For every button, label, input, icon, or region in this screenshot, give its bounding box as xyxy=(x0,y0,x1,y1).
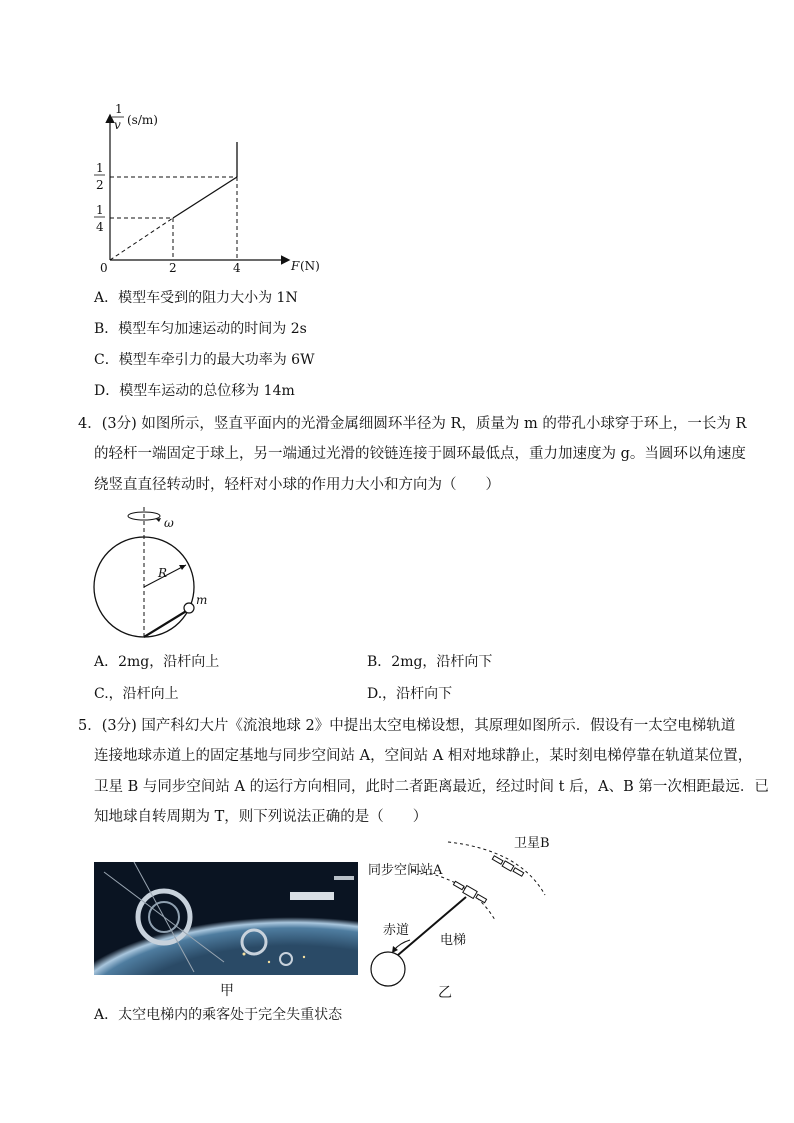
y-tick-half-num: 1 xyxy=(96,161,104,175)
y-label-num: 1 xyxy=(115,102,123,116)
q4-line-1: 4．(3分) 如图所示，竖直平面内的光滑金属细圆环半径为 R，质量为 m 的带孔小球穿于环上，一长为 R xyxy=(78,416,747,432)
q3-option-b: B．模型车匀加速运动的时间为 2s xyxy=(94,321,307,337)
q5-line-3: 卫星 B 与同步空间站 A 的运行方向相同，此时二者距离最近，经过时间 t 后，A、B 第一次相距最远．已 xyxy=(94,779,769,795)
q5-line-4: 知地球自转周期为 T，则下列说法正确的是（ ） xyxy=(94,809,428,825)
station-a-icon xyxy=(452,880,487,905)
y-tick-quarter-num: 1 xyxy=(96,203,104,217)
omega-label: ω xyxy=(164,516,174,530)
q3-option-a: A．模型车受到的阻力大小为 1N xyxy=(94,290,298,306)
y-label-den: v xyxy=(114,118,121,132)
q5-line-2: 连接地球赤道上的固定基地与同步空间站 A，空间站 A 相对地球静止，某时刻电梯停靠在轨道某位置， xyxy=(94,748,753,764)
q4-option-b: B．2mg，沿杆向下 xyxy=(367,654,493,670)
light-rod xyxy=(144,610,188,637)
y-tick-half-den: 2 xyxy=(96,178,104,192)
q4-option-a: A．2mg，沿杆向上 xyxy=(94,654,220,670)
y-tick-quarter-den: 4 xyxy=(96,220,104,234)
graph-line-segment xyxy=(173,177,237,218)
space-elevator-diagram xyxy=(362,830,562,1002)
dashed-origin-line xyxy=(110,218,173,260)
origin-label: 0 xyxy=(100,261,108,275)
space-elevator-photo xyxy=(94,862,358,975)
q3-option-c: C．模型车牵引力的最大功率为 6W xyxy=(94,352,315,368)
x-tick-2: 2 xyxy=(169,261,177,275)
satellite-b-icon xyxy=(492,855,524,877)
y-label-unit: (s/m) xyxy=(127,113,158,127)
ball xyxy=(184,603,194,613)
q4-line-3: 绕竖直直径转动时，轻杆对小球的作用力大小和方向为（ ） xyxy=(94,477,500,493)
q4-line-2: 的轻杆一端固定于球上，另一端通过光滑的铰链连接于圆环最低点，重力加速度为 g。当圆环以角速度 xyxy=(94,446,746,462)
x-tick-4: 4 xyxy=(233,261,241,275)
rotating-ring-figure xyxy=(88,504,218,644)
radius-label: R xyxy=(158,566,168,580)
mass-label: m xyxy=(196,593,208,607)
figure-label-yi: 乙 xyxy=(438,985,452,1001)
station-a-label: 同步空间站A xyxy=(368,863,443,878)
satellite-b-label: 卫星B xyxy=(514,836,550,851)
q5-line-1: 5．(3分) 国产科幻大片《流浪地球 2》中提出太空电梯设想，其原理如图所示．假设有一太空电梯轨道 xyxy=(78,718,736,734)
figure-label-jia: 甲 xyxy=(220,983,234,999)
q4-option-c: C.，沿杆向上 xyxy=(94,686,179,702)
equator-label: 赤道 xyxy=(383,923,410,938)
elevator-label: 电梯 xyxy=(440,933,467,948)
x-axis-label: F xyxy=(291,259,300,273)
q3-option-d: D．模型车运动的总位移为 14m xyxy=(94,383,295,399)
x-axis-unit: (N) xyxy=(300,259,320,273)
earth-circle xyxy=(371,952,405,986)
q5-option-a: A．太空电梯内的乘客处于完全失重状态 xyxy=(94,1007,343,1023)
force-velocity-graph xyxy=(80,96,330,276)
q4-option-d: D.，沿杆向下 xyxy=(367,686,453,702)
